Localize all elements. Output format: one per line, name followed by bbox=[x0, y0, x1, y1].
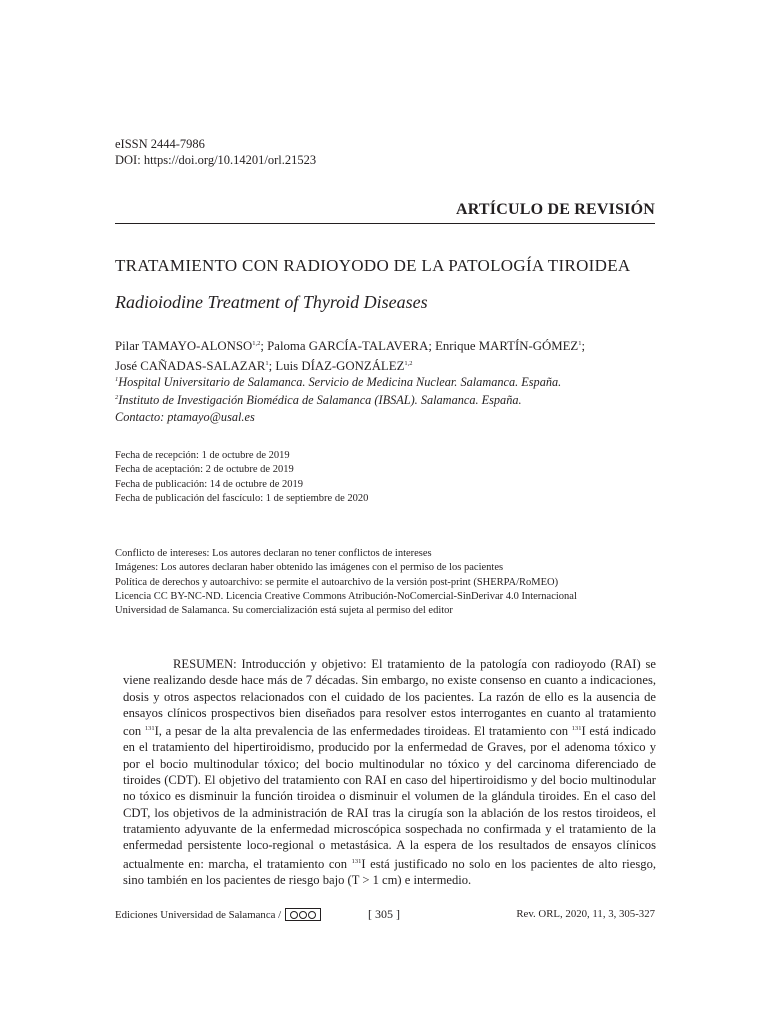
affiliation-text: Hospital Universitario de Salamanca. Servicio de Medicina Nuclear. Salamanca. España. bbox=[118, 375, 562, 389]
date-received: Fecha de recepción: 1 de octubre de 2019 bbox=[115, 450, 290, 461]
author-affil-mark: 1,2 bbox=[252, 340, 261, 347]
abstract-text: I está justificado no solo en los pacientes de alto riesgo, sino también en los pacientes de riesgo bajo (T > 1 cm) e intermedio. bbox=[123, 856, 657, 887]
date-issue-published: Fecha de publicación del fascículo: 1 de septiembre de 2020 bbox=[115, 492, 369, 504]
affiliation-mark: 1 bbox=[115, 376, 119, 383]
author-name: ; Paloma GARCÍA-TALAVERA; Enrique MARTÍN-GÓMEZ bbox=[260, 339, 579, 353]
author-affil-mark: 1 bbox=[265, 360, 269, 367]
page-number: [ 305 ] bbox=[368, 907, 400, 921]
isotope-mark: 131 bbox=[571, 725, 582, 733]
author-affil-mark: 1,2 bbox=[404, 360, 413, 367]
affiliation-text: Instituto de Investigación Biomédica de Salamanca (IBSAL). Salamanca. España. bbox=[118, 393, 522, 407]
footer-publisher bbox=[115, 908, 321, 921]
isotope-mark: 131 bbox=[144, 725, 155, 733]
author-list bbox=[115, 335, 655, 375]
journal-identifiers bbox=[115, 136, 316, 168]
abstract-paragraph bbox=[123, 656, 656, 888]
publisher-rights: Universidad de Salamanca. Su comercialización está sujeta al permiso del editor bbox=[115, 605, 453, 617]
abstract-text: RESUMEN: Introducción y objetivo: El tratamiento de la patología con radioyodo (RAI) se viene realizando desde hace más de 7 décadas. Sin embargo, no existe consenso en cuanto a indicaciones, dosis y otros aspectos relacionados con el cuidado de los pacientes. La razón de ello es la ausencia de ensayos clínicos prospectivos bien diseñados para resolver estos interrogantes en cuanto al tratamiento con bbox=[123, 657, 656, 739]
abstract-text: I, a pesar de la alta prevalencia de las enfermedades tiroideas. El tratamiento con bbox=[154, 724, 572, 739]
title-spanish: TRATAMIENTO CON RADIOYODO DE LA PATOLOGÍA TIROIDEA bbox=[115, 256, 631, 275]
date-published: Fecha de publicación: 14 de octubre de 2019 bbox=[115, 478, 304, 490]
isotope-mark: 131 bbox=[351, 857, 362, 865]
article-info bbox=[115, 547, 577, 618]
journal-citation: Rev. ORL, 2020, 11, 3, 305-327 bbox=[516, 908, 655, 920]
header-rule bbox=[115, 223, 655, 224]
rights-policy: Política de derechos y autoarchivo: se permite el autoarchivo de la versión post-print (SHERPA/RoMEO) bbox=[115, 576, 559, 588]
affiliations bbox=[115, 372, 655, 408]
issn-text: eISSN 2444-7986 bbox=[115, 137, 205, 151]
contact-email: Contacto: ptamayo@usal.es bbox=[115, 410, 255, 424]
conflict-of-interest: Conflicto de intereses: Los autores declaran no tener conflictos de intereses bbox=[115, 548, 432, 559]
author-affil-mark: 1 bbox=[578, 340, 582, 347]
date-accepted: Fecha de aceptación: 2 de octubre de 2019 bbox=[115, 464, 294, 476]
affiliation-mark: 2 bbox=[115, 394, 119, 401]
doi-text: DOI: https://doi.org/10.14201/orl.21523 bbox=[115, 153, 317, 167]
author-line-1 bbox=[115, 335, 655, 355]
author-name: Pilar TAMAYO-ALONSO bbox=[115, 339, 253, 353]
publication-dates bbox=[115, 449, 368, 506]
affiliation-1 bbox=[115, 372, 655, 390]
author-name: ; Luis DÍAZ-GONZÁLEZ bbox=[268, 359, 405, 373]
title-english: Radioiodine Treatment of Thyroid Diseases bbox=[115, 292, 428, 312]
images-statement: Imágenes: Los autores declaran haber obtenido las imágenes con el permiso de los pacientes bbox=[115, 562, 504, 574]
creative-commons-icon bbox=[285, 908, 321, 921]
publisher-name: Ediciones Universidad de Salamanca / bbox=[115, 908, 282, 921]
author-separator: ; bbox=[581, 339, 586, 353]
affiliation-2 bbox=[115, 390, 655, 408]
author-name: José CAÑADAS-SALAZAR bbox=[115, 359, 266, 373]
abstract bbox=[123, 656, 656, 888]
section-label: ARTÍCULO DE REVISIÓN bbox=[455, 201, 655, 218]
abstract-text: I está indicado en el tratamiento del hipertiroidismo, producido por la enfermedad de Graves, por el adenoma tóxico y por el bocio multinodular tóxico; del bocio multinodular no tóxico y del carcinoma diferenciado de tiroides (CDT). El objetivo del tratamiento con RAI en caso del hipertiroidismo y del bocio multinodular no tóxico es disminuir la función tiroidea o disminuir el volumen de la glándula tiroides. En el caso del CDT, los objetivos de la administración de RAI tras la cirugía son la ablación de los restos tiroideos, el tratamiento adyuvante de la enfermedad microscópica sospechada no confirmada y el tratamiento de la enfermedad persistente loco-regional o metastásica. A la espera de los resultados de ensayos clínicos actualmente en: marcha, el tratamiento con bbox=[123, 724, 656, 871]
license-statement: Licencia CC BY-NC-ND. Licencia Creative Commons Atribución-NoComercial-SinDerivar 4.0 Internacional bbox=[115, 590, 577, 602]
